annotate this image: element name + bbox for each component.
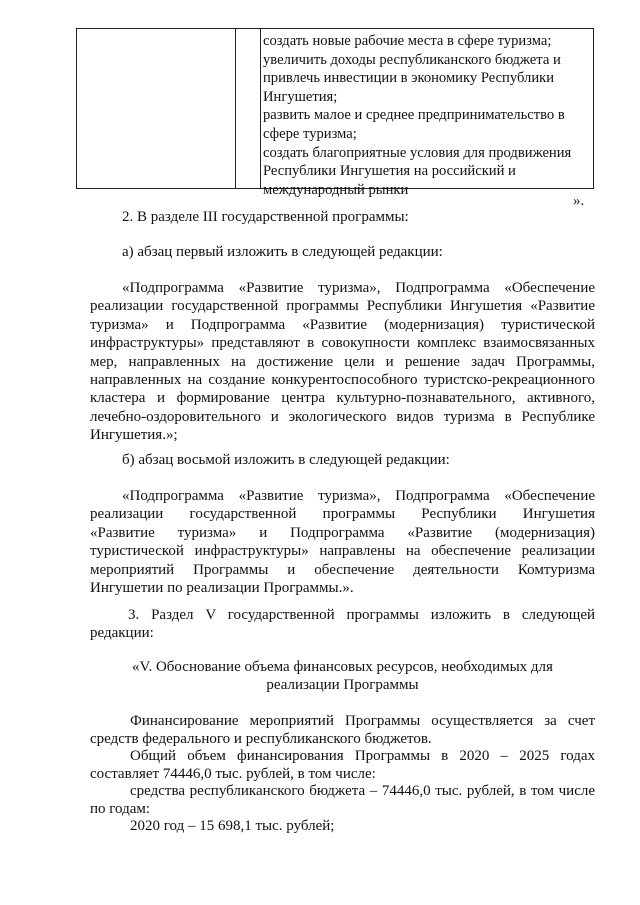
paragraph-line: направленных на создание конкурентоспособного туристско-рекреационного xyxy=(90,372,595,389)
table-cell-line: привлечь инвестиции в экономику Республики xyxy=(263,70,555,87)
table-cell-line: увеличить доходы республиканского бюджета и xyxy=(263,51,561,68)
paragraph-line: по годам: xyxy=(90,801,151,818)
table-cell-goals xyxy=(263,32,591,199)
item-2a-heading: а) абзац первый изложить в следующей редакции: xyxy=(122,244,443,260)
paragraph-line: средства республиканского бюджета – 74446,0 тыс. рублей, в том числе xyxy=(130,783,595,799)
paragraph-line: кластера и формирование центра культурно-познавательного, активного, xyxy=(90,390,595,407)
paragraph-line: Общий объем финансирования Программы в 2020 – 2025 годах xyxy=(130,748,595,764)
item-2-heading: 2. В разделе III государственной программы: xyxy=(122,209,409,225)
closing-quote: ». xyxy=(573,193,585,209)
paragraph-line: мер, направленных на достижение цели и решение задач Программы, xyxy=(90,353,595,370)
regional-paragraph xyxy=(90,782,595,819)
paragraph-b xyxy=(90,487,595,597)
paragraph-line: Ингушетия.»; xyxy=(90,427,178,444)
table-cell-line: Республики Ингушетия на российский и xyxy=(263,163,516,180)
section-title-line: «V. Обоснование объема финансовых ресурсов, необходимых для xyxy=(132,659,553,675)
paragraph-line: лечебно-оздоровительного и экологического видов туризма в Республике xyxy=(90,408,595,425)
year-2020-line: 2020 год – 15 698,1 тыс. рублей; xyxy=(130,818,335,834)
table-cell-line: международный рынки xyxy=(263,181,409,198)
paragraph-line: мероприятий Программы и обеспечение деятельности Комтуризма xyxy=(90,561,595,578)
paragraph-line: «Подпрограмма «Развитие туризма», Подпрограмма «Обеспечение xyxy=(122,280,595,296)
section-title xyxy=(90,658,595,695)
item-3-heading xyxy=(90,606,595,643)
paragraph-line: туризма» и Подпрограмма «Развитие (модернизация) туристической xyxy=(90,316,595,333)
table-cell-line: развить малое и среднее предпринимательство в xyxy=(263,107,565,124)
paragraph-line: средств федерального и республиканского бюджетов. xyxy=(90,731,432,748)
item-2b-heading: б) абзац восьмой изложить в следующей редакции: xyxy=(122,452,450,468)
table-cell-line: создать благоприятные условия для продвижения xyxy=(263,144,572,161)
paragraph-line: реализации государственной программы Республики Ингушетия xyxy=(90,506,595,523)
paragraph-line: Ингушетии по реализации Программы.». xyxy=(90,580,354,597)
table-cell-line: Ингушетия; xyxy=(263,88,338,105)
funding-paragraph xyxy=(90,712,595,749)
paragraph-line: Финансирование мероприятий Программы осуществляется за счет xyxy=(130,713,595,729)
section-title-line: реализации Программы xyxy=(266,677,419,694)
paragraph-line: туристической инфраструктуры» направлены на обеспечение реализации xyxy=(90,543,595,560)
paragraph-line: составляет 74446,0 тыс. рублей, в том числе: xyxy=(90,766,376,783)
paragraph-line: инфраструктуры» представляют в совокупности комплекс взаимосвязанных xyxy=(90,335,595,352)
paragraph-line: реализации государственной программы Республики Ингушетия «Развитие xyxy=(90,298,595,315)
table-divider xyxy=(235,29,236,188)
paragraph-line: редакции: xyxy=(90,625,154,642)
paragraph-line: 3. Раздел V государственной программы изложить в следующей xyxy=(128,607,595,623)
table-cell-line: сфере туризма; xyxy=(263,125,357,142)
program-table xyxy=(76,28,594,198)
total-paragraph xyxy=(90,747,595,784)
paragraph-a xyxy=(90,279,595,445)
table-divider xyxy=(260,29,261,188)
paragraph-line: «Развитие туризма» и Подпрограмма «Развитие (модернизация) xyxy=(90,524,595,541)
table-cell-line: создать новые рабочие места в сфере туризма; xyxy=(263,33,552,49)
paragraph-line: «Подпрограмма «Развитие туризма», Подпрограмма «Обеспечение xyxy=(122,488,595,504)
